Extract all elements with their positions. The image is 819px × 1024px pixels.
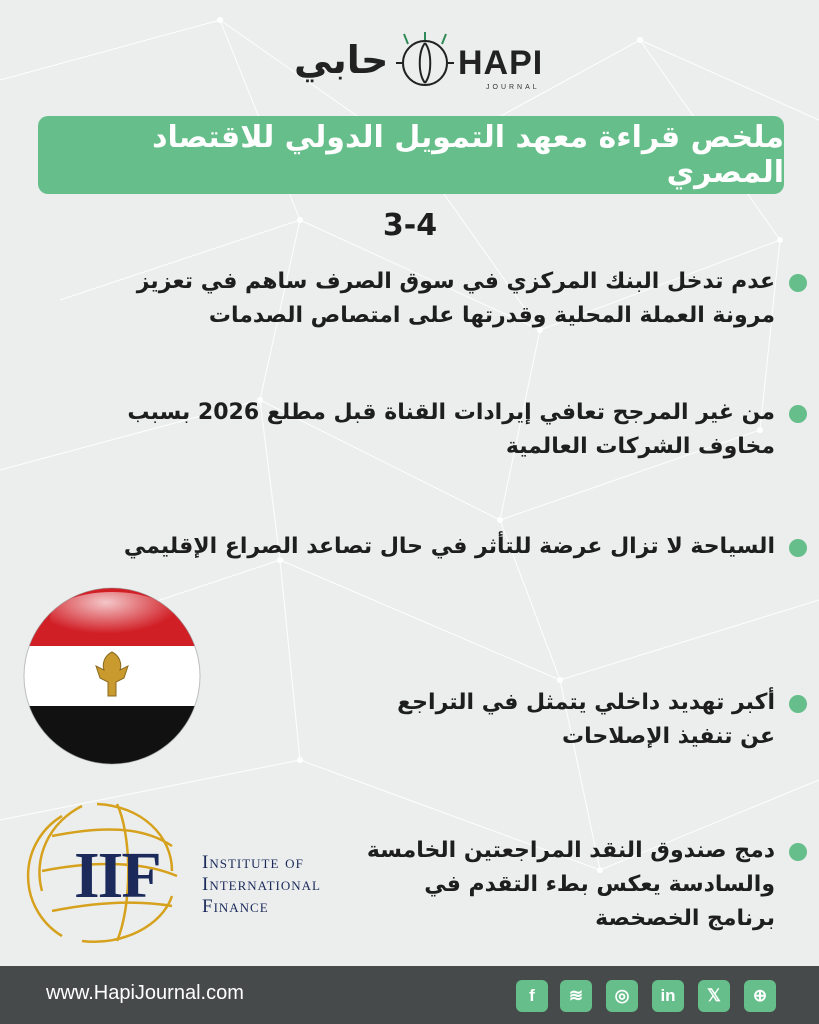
logo-arabic: حابي <box>294 38 389 82</box>
bullet-text: من غير المرجح تعافي إيرادات القناة قبل مطلع 2026 بسبب مخاوف الشركات العالمية <box>127 400 775 459</box>
instagram-icon[interactable]: ◎ <box>606 980 638 1012</box>
bullet-5 <box>360 834 807 936</box>
bullet-4 <box>375 686 807 754</box>
iif-logo <box>22 796 367 951</box>
bullet-dot-icon <box>789 695 807 713</box>
page-number: 3-4 <box>382 208 438 243</box>
bullet-text: أكبر تهديد داخلي يتمثل في التراجع عن تنفيذ الإصلاحات <box>397 690 775 749</box>
bullet-1 <box>85 265 807 333</box>
bullet-text: عدم تدخل البنك المركزي في سوق الصرف ساهم في تعزيز مرونة العملة المحلية وقدرتها على امتصاص الصدمات <box>136 269 775 328</box>
iif-line-1: Institute of <box>202 852 304 873</box>
linkedin-icon[interactable]: in <box>652 980 684 1012</box>
hapi-logo <box>290 30 544 100</box>
website-link[interactable]: www.HapiJournal.com <box>46 982 244 1004</box>
logo-subtitle: JOURNAL <box>486 84 540 91</box>
bullet-3 <box>85 530 807 564</box>
hapi-emblem-icon <box>394 30 456 96</box>
logo-english: HAPI <box>458 44 544 82</box>
spotify-icon[interactable]: ≋ <box>560 980 592 1012</box>
page-title: ملخص قراءة معهد التمويل الدولي للاقتصاد المصري <box>38 116 784 194</box>
bullet-dot-icon <box>789 843 807 861</box>
footer <box>0 966 819 1024</box>
dribbble-icon[interactable]: ⊕ <box>744 980 776 1012</box>
bullet-2 <box>85 396 807 464</box>
bullet-dot-icon <box>789 274 807 292</box>
x-icon[interactable]: 𝕏 <box>698 980 730 1012</box>
bullet-dot-icon <box>789 405 807 423</box>
bullet-text: السياحة لا تزال عرضة للتأثر في حال تصاعد الصراع الإقليمي <box>123 534 775 559</box>
egypt-flag-sphere-icon <box>22 586 202 766</box>
facebook-icon[interactable]: f <box>516 980 548 1012</box>
iif-line-3: Finance <box>202 896 269 917</box>
iif-mark: IIF <box>74 839 160 912</box>
iif-line-2: International <box>202 874 321 895</box>
bullet-text: دمج صندوق النقد المراجعتين الخامسة والسادسة يعكس بطء التقدم في برنامج الخصخصة <box>366 838 775 931</box>
bullet-dot-icon <box>789 539 807 557</box>
